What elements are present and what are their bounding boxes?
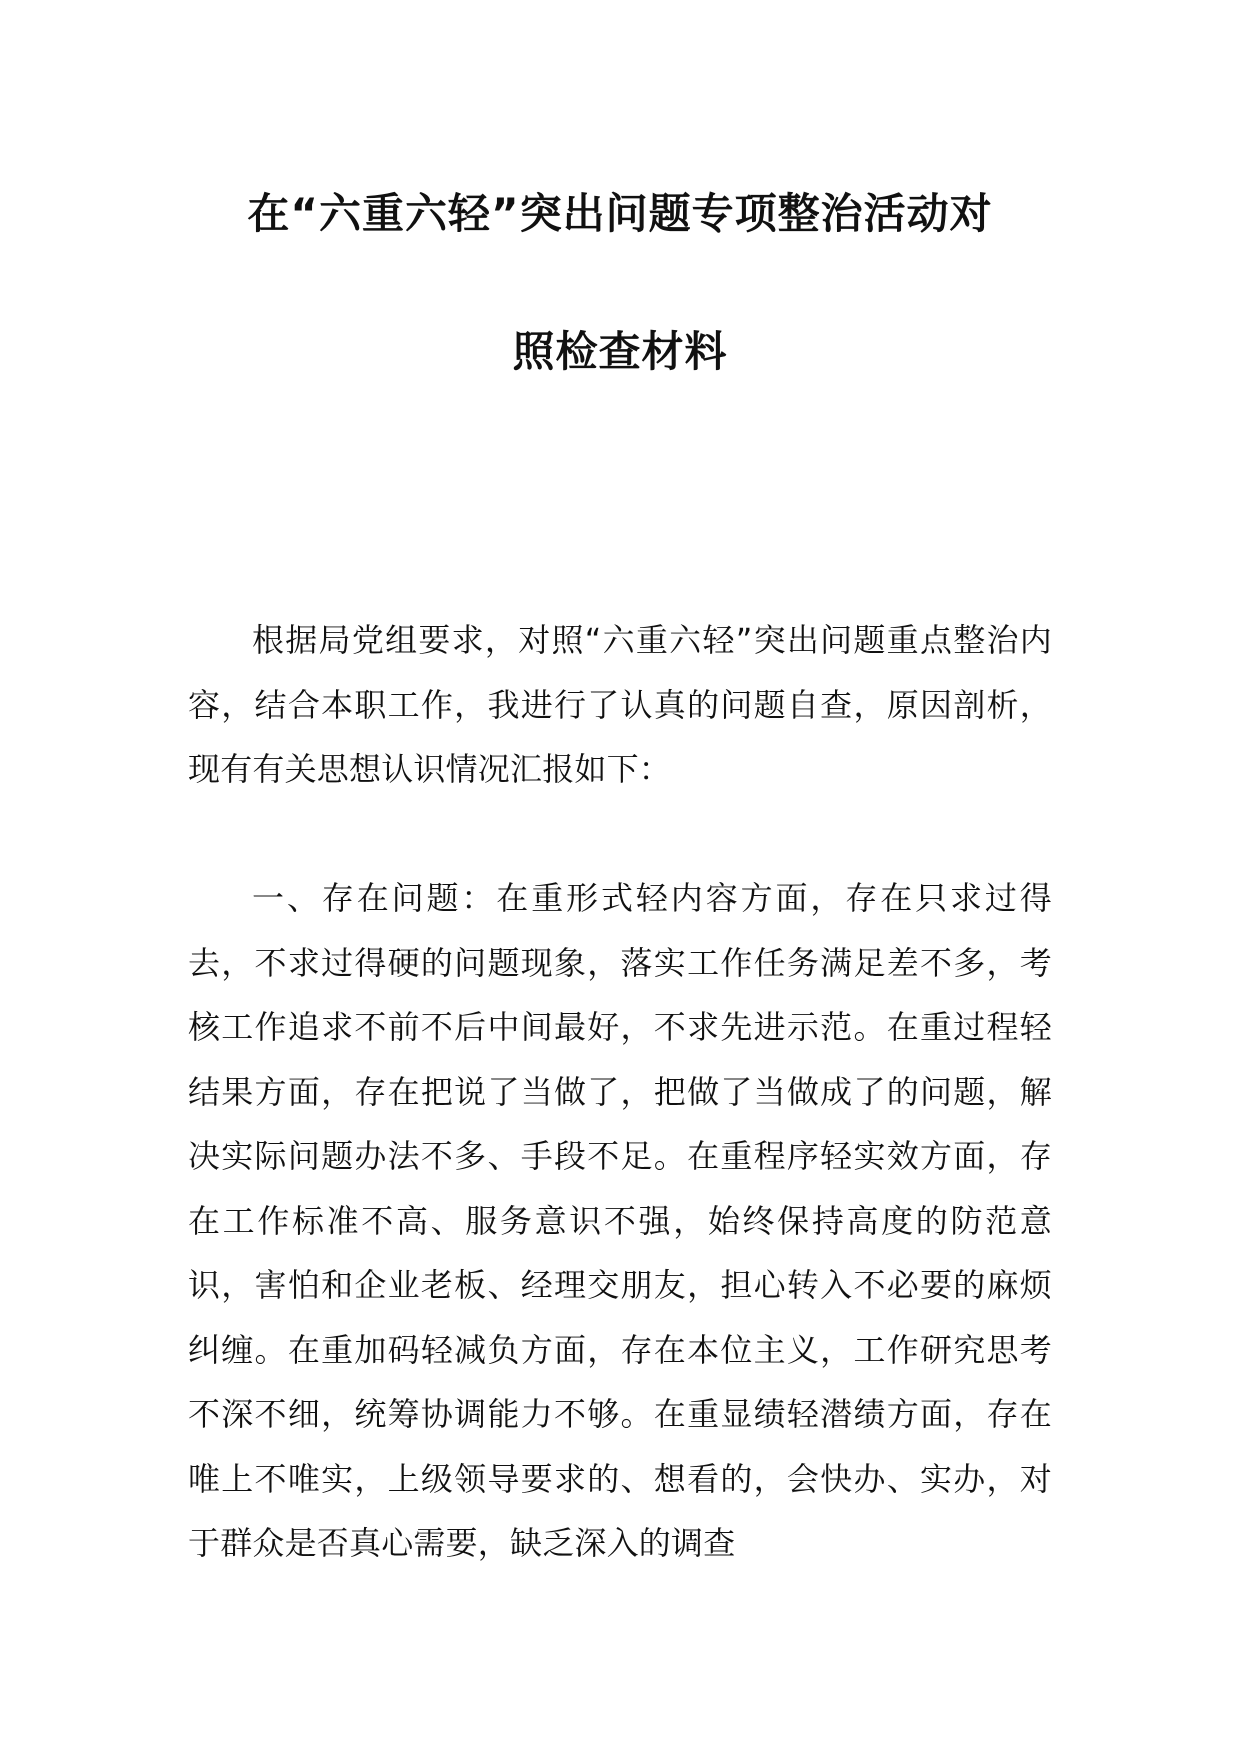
paragraph-existing-problems: 一、存在问题：在重形式轻内容方面，存在只求过得去，不求过得硬的问题现象，落实工作任务满足差不多，考核工作追求不前不后中间最好，不求先进示范。在重过程轻结果方面，存在把说了当做了，把做了当做成了的问题，解决实际问题办法不多、手段不足。在重程序轻实效方面，存在工作标准不高、服务意识不强，始终保持高度的防范意识，害怕和企业老板、经理交朋友，担心转入不必要的麻烦纠缠。在重加码轻减负方面，存在本位主义，工作研究思考不深不细，统筹协调能力不够。在重显绩轻潜绩方面，存在唯上不唯实，上级领导要求的、想看的，会快办、实办，对于群众是否真心需要，缺乏深入的调查 [188, 879, 1052, 1562]
paragraph-intro: 根据局党组要求，对照“六重六轻”突出问题重点整治内容，结合本职工作，我进行了认真的问题自查，原因剖析，现有有关思想认识情况汇报如下： [188, 621, 1052, 788]
title-line-2: 照检查材料 [512, 327, 728, 376]
title-line-1: 在“六重六轻”突出问题专项整治活动对 [247, 189, 993, 238]
document-title [150, 188, 1090, 378]
